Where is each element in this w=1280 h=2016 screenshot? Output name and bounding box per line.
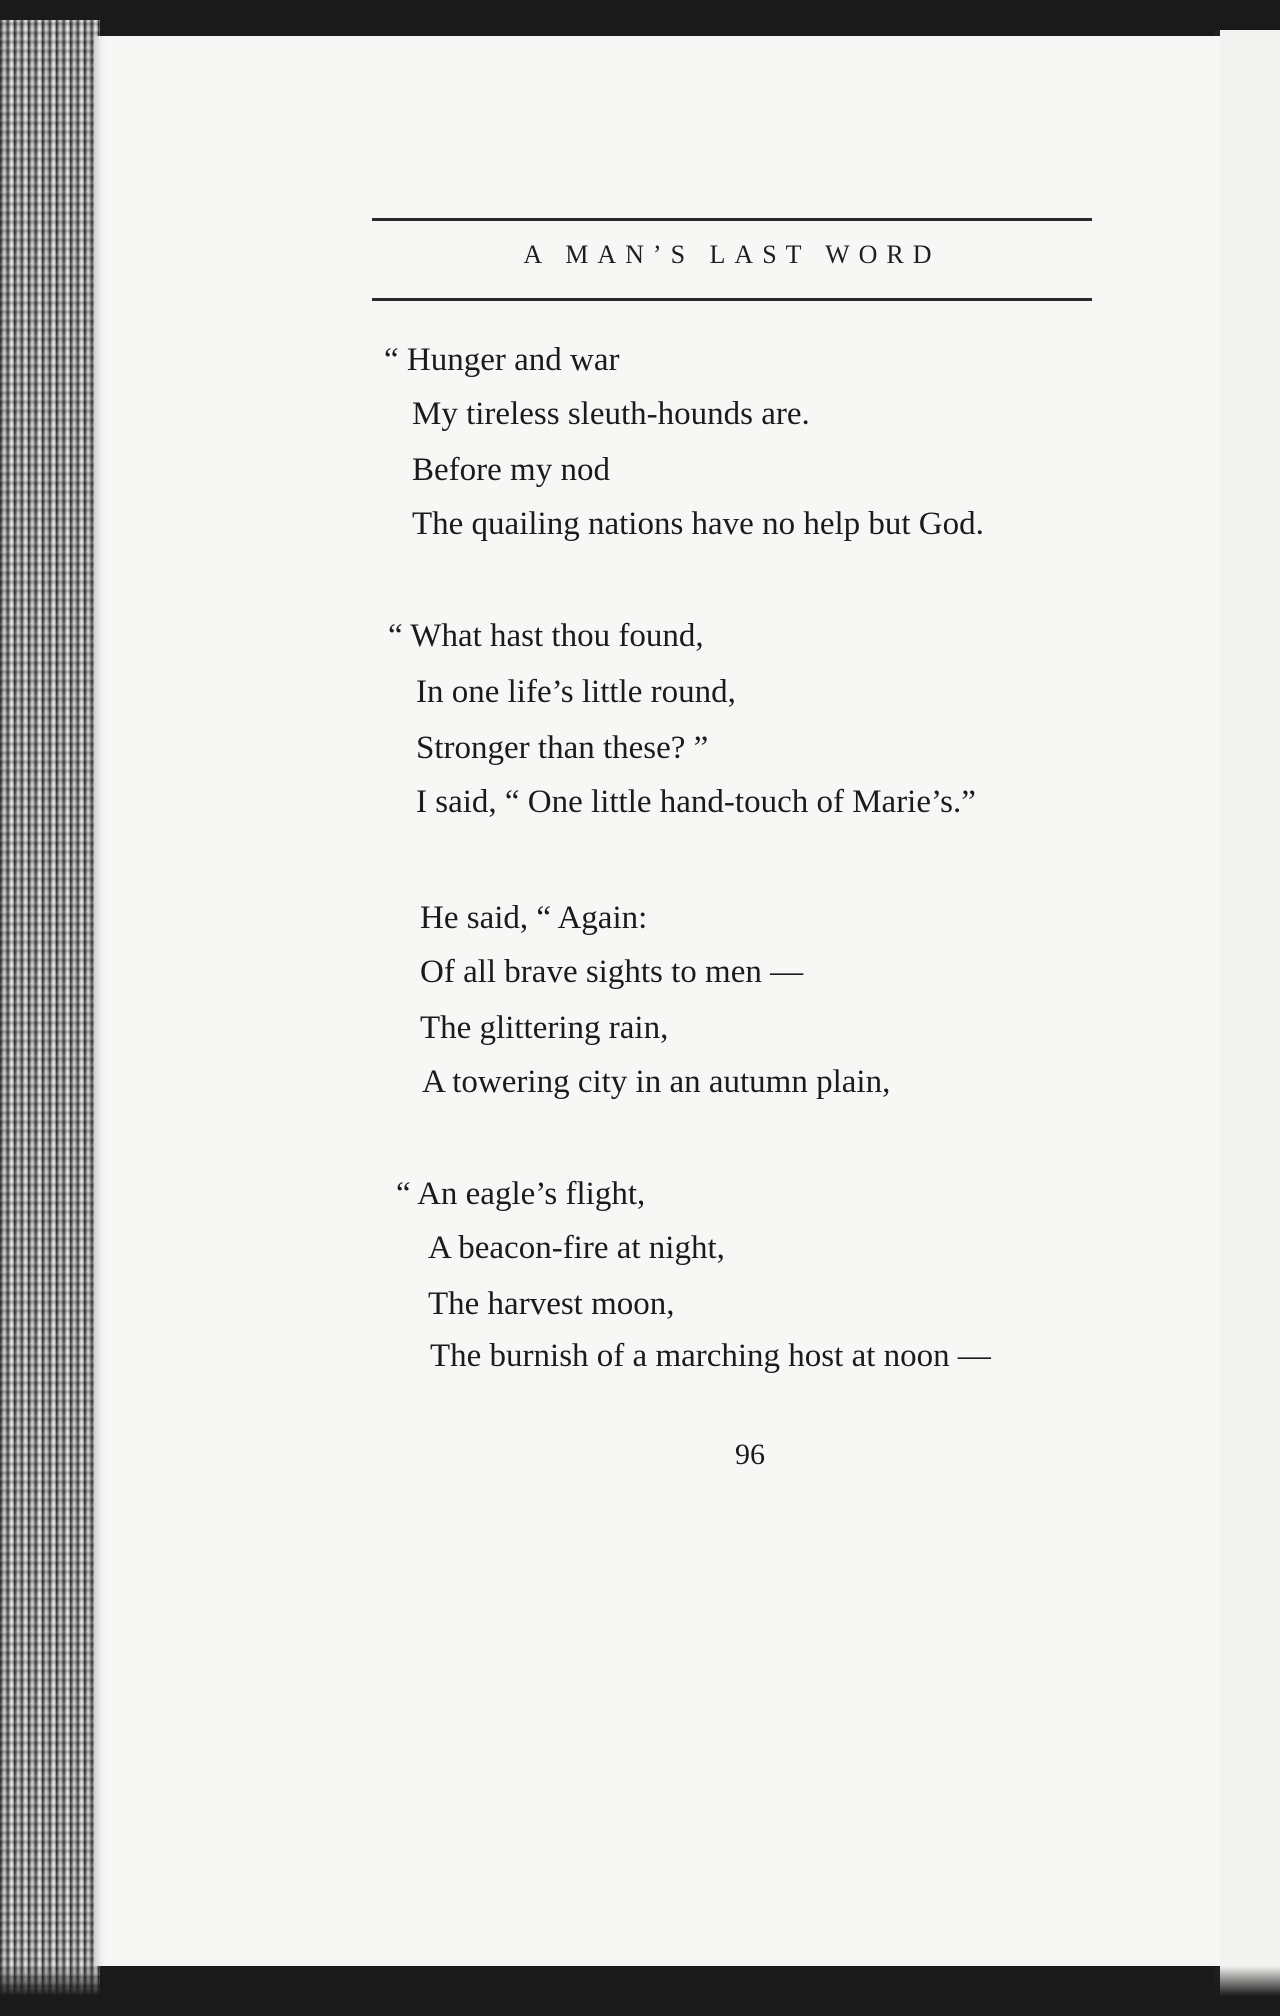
poem-line: The harvest moon, xyxy=(428,1286,675,1322)
poem-line: The glittering rain, xyxy=(420,1010,669,1046)
poem-line: A beacon-fire at night, xyxy=(428,1230,725,1266)
running-head: A MAN’S LAST WORD xyxy=(523,240,941,269)
poem-line: Stronger than these? ” xyxy=(416,730,709,766)
poem-line: “ Hunger and war xyxy=(384,342,620,378)
poem-line: In one life’s little round, xyxy=(416,674,736,710)
scan-bottom-shadow xyxy=(0,1966,1280,2016)
poem-line: My tireless sleuth-hounds are. xyxy=(412,396,810,432)
poem-line: Of all brave sights to men — xyxy=(420,954,804,990)
poem-line: He said, “ Again: xyxy=(420,900,648,936)
poem-line: The quailing nations have no help but God. xyxy=(412,506,984,542)
poem-line: Before my nod xyxy=(412,452,610,488)
poem-line: “ What hast thou found, xyxy=(388,618,704,654)
poem-line: “ An eagle’s flight, xyxy=(396,1176,646,1212)
page-number: 96 xyxy=(735,1438,765,1471)
poem-line: I said, “ One little hand-touch of Marie’s.” xyxy=(416,784,976,820)
poem-line: The burnish of a marching host at noon — xyxy=(430,1338,991,1374)
poem-line: A towering city in an autumn plain, xyxy=(422,1064,891,1100)
